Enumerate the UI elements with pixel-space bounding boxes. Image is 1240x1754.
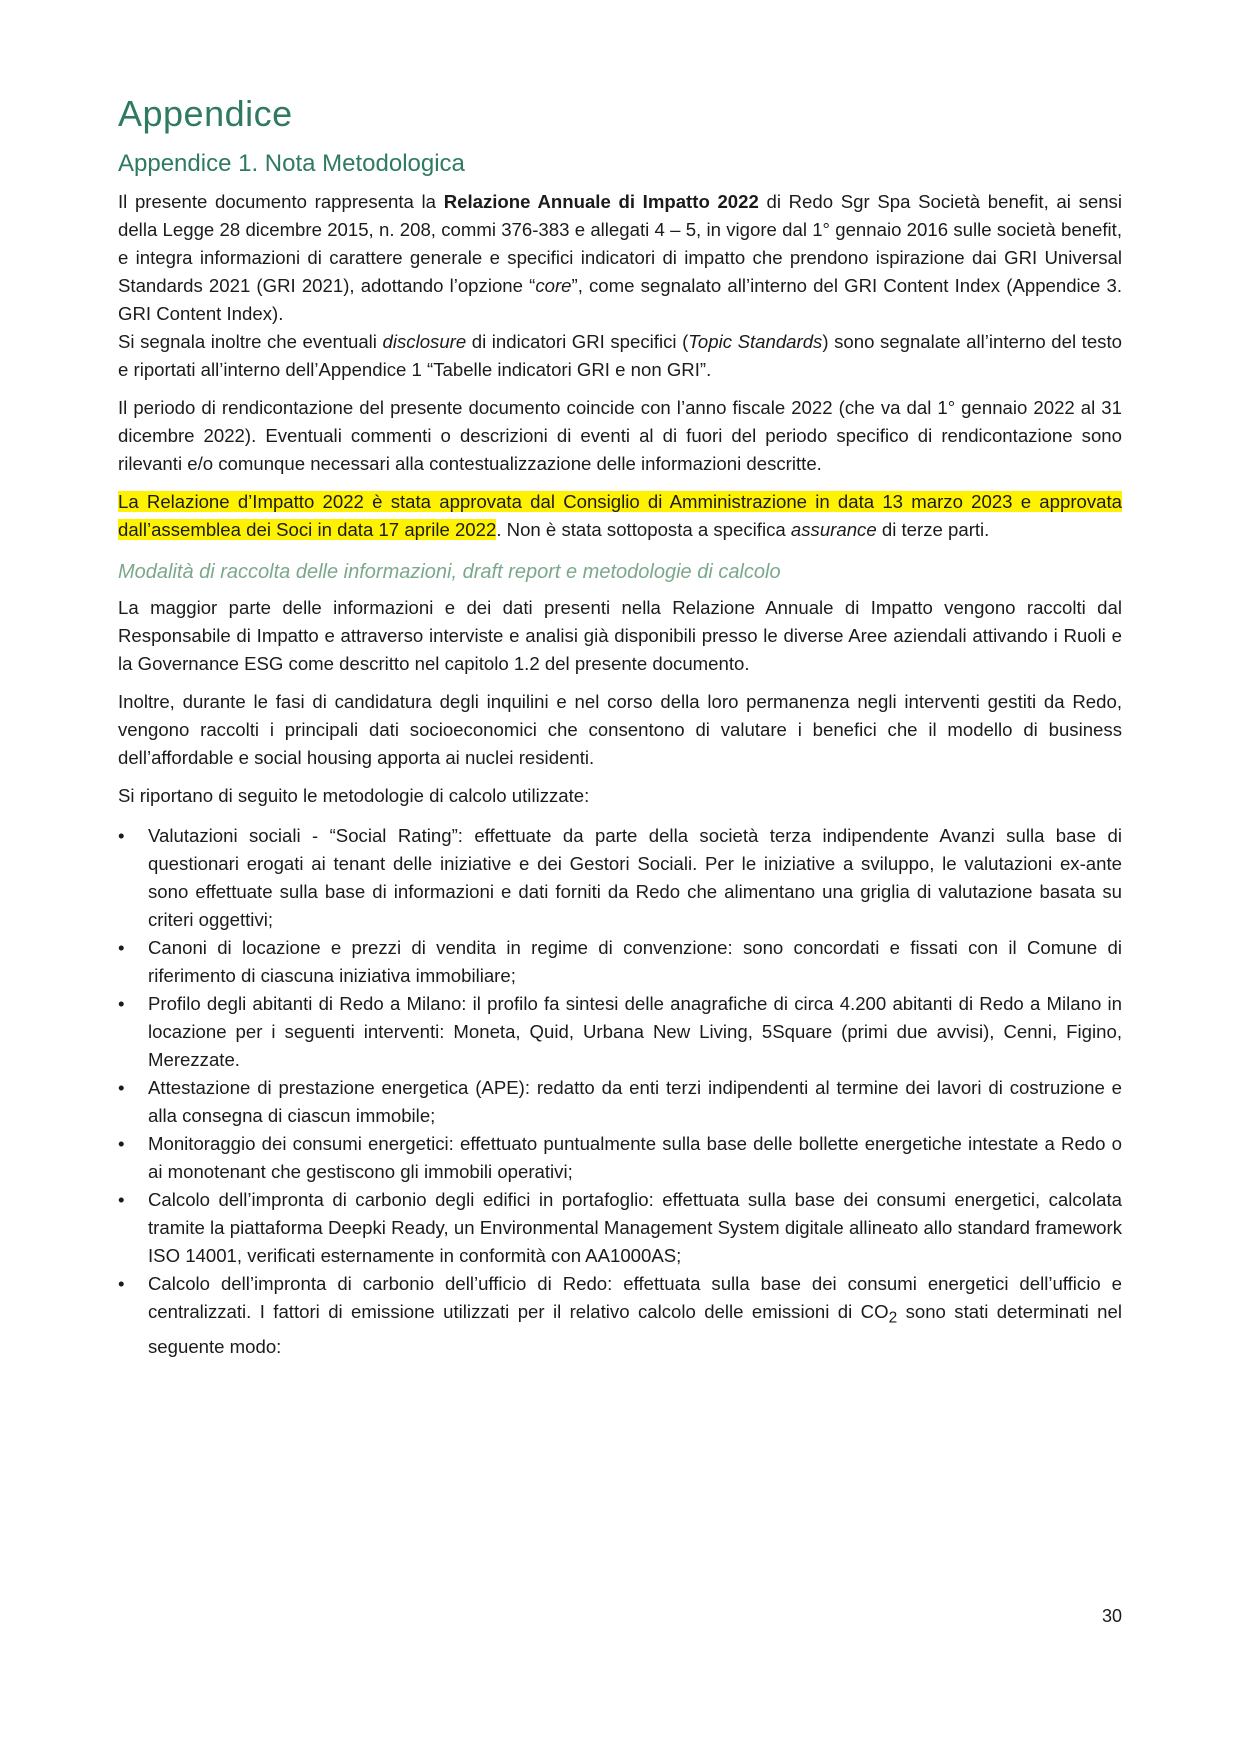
intro-paragraph: Il presente documento rappresenta la Relazione Annuale di Impatto 2022 di Redo Sgr Spa Società benefit, ai sensi della Legge 28 dicembre 2015, n. 208, commi 376-383 e allegati 4 – 5, in vigore dal 1° gennaio 2016 sulle società benefit, e integra informazioni di carattere generale e specifici indicatori di impatto che prendono ispirazione dai GRI Universal Standards 2021 (GRI 2021), adottando l’opzione “core”, come segnalato all’interno del GRI Content Index (Appendice 3. GRI Content Index). xyxy=(118,191,1122,324)
page-title: Appendice xyxy=(118,93,293,134)
methodologies-intro: Si riportano di seguito le metodologie di calcolo utilizzate: xyxy=(118,785,590,806)
report-name: Relazione Annuale di Impatto 2022 xyxy=(443,191,759,212)
approval-paragraph: La Relazione d’Impatto 2022 è stata approvata dal Consiglio di Amministrazione in data 13 marzo 2023 e approvata dall’assemblea dei Soci in data 17 aprile 2022. Non è stata sottoposta a specifica assurance di terze parti. xyxy=(118,491,1122,540)
disclosure-paragraph: Si segnala inoltre che eventuali disclosure di indicatori GRI specifici (Topic Standards) sono segnalate all’interno del testo e riportati all’interno dell’Appendice 1 “Tabelle indicatori GRI e non GRI”. xyxy=(118,331,1122,380)
bullet-icon: • xyxy=(118,1133,125,1154)
bullet-icon: • xyxy=(118,937,125,958)
page-content xyxy=(118,92,1122,1361)
bullet-icon: • xyxy=(118,1189,125,1210)
bullet-icon: • xyxy=(118,1273,125,1294)
tenant-data-paragraph: Inoltre, durante le fasi di candidatura degli inquilini e nel corso della loro permanenza negli interventi gestiti da Redo, vengono raccolti i principali dati socioeconomici che consentono di valutare i benefici che il modello di business dell’affordable e social housing apporta ai nuclei residenti. xyxy=(118,691,1122,768)
data-collection-paragraph: La maggior parte delle informazioni e dei dati presenti nella Relazione Annuale di Impatto vengono raccolti dal Responsabile di Impatto e attraverso interviste e analisi già disponibili presso le diverse Aree aziendali attivando i Ruoli e la Governance ESG come descritto nel capitolo 1.2 del presente documento. xyxy=(118,597,1122,674)
bullet-icon: • xyxy=(118,1077,125,1098)
list-item: • Attestazione di prestazione energetica (APE): redatto da enti terzi indipendenti al termine dei lavori di costruzione e alla consegna di ciascun immobile; xyxy=(148,1074,1122,1130)
list-item: • Monitoraggio dei consumi energetici: effettuato puntualmente sulla base delle bollette energetiche intestate a Redo o ai monotenant che gestiscono gli immobili operativi; xyxy=(148,1130,1122,1186)
page-number: 30 xyxy=(1101,1606,1122,1626)
highlighted-text: La Relazione d’Impatto 2022 è stata approvata dal Consiglio di Amministrazione in data 13 marzo 2023 e approvata dall’assemblea dei Soci in data 17 aprile 2022 xyxy=(118,491,1122,540)
list-item: • Profilo degli abitanti di Redo a Milano: il profilo fa sintesi delle anagrafiche di circa 4.200 abitanti di Redo a Milano in locazione per i seguenti interventi: Moneta, Quid, Urbana New Living, 5Square (primi due avvisi), Cenni, Figino, Merezzate. xyxy=(148,990,1122,1074)
bullet-icon: • xyxy=(118,993,125,1014)
list-item: • Canoni di locazione e prezzi di vendita in regime di convenzione: sono concordati e fissati con il Comune di riferimento di ciascuna iniziativa immobiliare; xyxy=(148,934,1122,990)
reporting-period-paragraph: Il periodo di rendicontazione del presente documento coincide con l’anno fiscale 2022 (che va dal 1° gennaio 2022 al 31 dicembre 2022). Eventuali commenti o descrizioni di eventi al di fuori del periodo specifico di rendicontazione sono rilevanti e/o comunque necessari alla contestualizzazione delle informazioni descritte. xyxy=(118,397,1122,474)
list-item: • Valutazioni sociali - “Social Rating”: effettuate da parte della società terza indipendente Avanzi sulla base di questionari erogati ai tenant delle iniziative e dei Gestori Sociali. Per le iniziative a sviluppo, le valutazioni ex-ante sono effettuate sulla base di informazioni e dati forniti da Redo che alimentano una griglia di valutazione basata su criteri oggettivi; xyxy=(148,822,1122,934)
list-item: • Calcolo dell’impronta di carbonio dell’ufficio di Redo: effettuata sulla base dei consumi energetici dell’ufficio e centralizzati. I fattori di emissione utilizzati per il relativo calcolo delle emissioni di $CO_2$ sono stati determinati nel seguente modo: xyxy=(148,1270,1122,1361)
methodology-list xyxy=(118,822,1122,1361)
appendix-heading: Appendice 1. Nota Metodologica xyxy=(118,150,465,177)
list-item: • Calcolo dell’impronta di carbonio degli edifici in portafoglio: effettuata sulla base dei consumi energetici, calcolata tramite la piattaforma Deepki Ready, un Environmental Management System digitale allineato allo standard framework ISO 14001, verificati esternamente in conformità con AA1000AS; xyxy=(148,1186,1122,1270)
section-heading: Modalità di raccolta delle informazioni, draft report e metodologie di calcolo xyxy=(118,561,781,583)
bullet-icon: • xyxy=(118,825,125,846)
